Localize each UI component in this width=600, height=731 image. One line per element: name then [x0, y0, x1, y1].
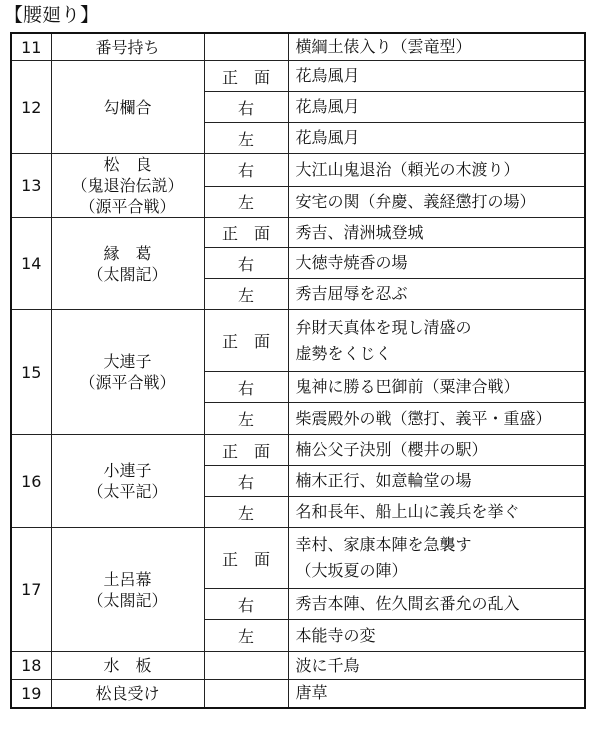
position-cell: 右	[204, 92, 288, 123]
item-name-line: 松良受け	[95, 683, 160, 703]
position-cell	[204, 652, 288, 680]
description-line: 秀吉本陣、佐久間玄番允の乱入	[295, 594, 520, 613]
item-number: 11	[11, 33, 51, 61]
table-row	[11, 435, 585, 466]
item-number: 13	[11, 154, 51, 218]
description-line: 大江山鬼退治（頼光の木渡り）	[295, 159, 520, 179]
description-cell	[288, 33, 585, 61]
description-line: 秀吉屈辱を忍ぶ	[295, 284, 408, 303]
description-cell	[288, 92, 585, 123]
item-name	[51, 528, 204, 652]
item-name-line: 勾欄合	[103, 97, 152, 117]
description-cell	[288, 528, 585, 589]
description-cell	[288, 652, 585, 680]
item-name-line: 大連子	[103, 352, 152, 371]
description-cell	[288, 61, 585, 92]
item-number: 17	[11, 528, 51, 652]
description-line: 唐草	[295, 683, 328, 703]
position-cell: 右	[204, 466, 288, 497]
table-row	[11, 310, 585, 372]
item-name-line: 水 板	[103, 656, 152, 675]
description-line: 安宅の関（弁慶、義経懲打の場）	[295, 191, 536, 211]
table-row	[11, 61, 585, 92]
item-name-line: （太閤記）	[87, 264, 168, 284]
description-cell	[288, 435, 585, 466]
description-line: （大坂夏の陣）	[295, 561, 408, 580]
position-cell: 右	[204, 154, 288, 187]
item-number: 14	[11, 218, 51, 310]
position-cell: 右	[204, 248, 288, 279]
item-name	[51, 218, 204, 310]
item-name-line: （太平記）	[87, 482, 168, 501]
item-number: 15	[11, 310, 51, 435]
description-line: 波に千鳥	[295, 655, 360, 675]
description-line: 楠木正行、如意輪堂の場	[295, 471, 472, 490]
table-row	[11, 528, 585, 589]
section-heading: 【腰廻り】	[4, 4, 100, 26]
item-name	[51, 310, 204, 435]
description-cell	[288, 123, 585, 154]
description-line: 名和長年、船上山に義兵を挙ぐ	[295, 502, 520, 521]
item-name	[51, 652, 204, 680]
item-name-line: （太閤記）	[87, 590, 168, 610]
item-name-line: （源平合戦）	[79, 373, 176, 392]
decoration-table	[10, 32, 586, 709]
table-row	[11, 33, 585, 61]
description-cell	[288, 589, 585, 620]
item-number: 16	[11, 435, 51, 528]
description-line: 花鳥風月	[295, 97, 360, 116]
description-cell	[288, 466, 585, 497]
description-line: 楠公父子決別（櫻井の駅）	[295, 440, 488, 459]
description-line: 横綱土俵入り（雲竜型）	[295, 37, 472, 56]
position-cell: 正 面	[204, 528, 288, 589]
item-name	[51, 33, 204, 61]
description-line: 花鳥風月	[295, 128, 360, 147]
position-cell: 正 面	[204, 218, 288, 248]
position-cell: 左	[204, 186, 288, 218]
table-row	[11, 154, 585, 187]
position-cell: 左	[204, 497, 288, 528]
item-number: 19	[11, 680, 51, 708]
item-number: 18	[11, 652, 51, 680]
description-line: 秀吉、清洲城登城	[295, 222, 424, 242]
position-cell: 左	[204, 620, 288, 652]
description-line: 幸村、家康本陣を急襲す	[295, 535, 472, 554]
description-cell	[288, 403, 585, 435]
item-name-line: 土呂幕	[103, 569, 152, 589]
position-cell	[204, 33, 288, 61]
description-cell	[288, 279, 585, 310]
description-cell	[288, 248, 585, 279]
item-name	[51, 680, 204, 708]
position-cell: 正 面	[204, 61, 288, 92]
description-cell	[288, 310, 585, 372]
position-cell: 左	[204, 279, 288, 310]
description-line: 花鳥風月	[295, 66, 360, 85]
item-name-line: 縁 葛	[103, 243, 152, 263]
description-line: 柴震殿外の戦（懲打、義平・重盛）	[295, 408, 552, 428]
description-cell	[288, 680, 585, 708]
item-number: 12	[11, 61, 51, 154]
description-line: 弁財天真体を現し清盛の	[295, 317, 472, 337]
description-line: 虚勢をくじく	[295, 343, 392, 363]
description-line: 本能寺の変	[295, 625, 376, 645]
item-name	[51, 61, 204, 154]
description-cell	[288, 154, 585, 187]
position-cell: 正 面	[204, 435, 288, 466]
item-name-line: 小連子	[103, 461, 152, 480]
table-row	[11, 680, 585, 708]
table-row	[11, 218, 585, 248]
description-line: 大徳寺焼香の場	[295, 253, 408, 272]
item-name-line: 松 良	[103, 155, 152, 174]
position-cell: 右	[204, 372, 288, 403]
item-name-line: （源平合戦）	[79, 197, 176, 216]
description-line: 鬼神に勝る巴御前（粟津合戦）	[295, 377, 520, 396]
position-cell: 左	[204, 403, 288, 435]
position-cell: 右	[204, 589, 288, 620]
description-cell	[288, 620, 585, 652]
item-name	[51, 435, 204, 528]
description-cell	[288, 218, 585, 248]
table-row	[11, 652, 585, 680]
item-name-line: （鬼退治伝説）	[71, 176, 184, 195]
description-cell	[288, 372, 585, 403]
description-cell	[288, 186, 585, 218]
position-cell: 正 面	[204, 310, 288, 372]
item-name-line: 番号持ち	[95, 37, 160, 57]
position-cell	[204, 680, 288, 708]
position-cell: 左	[204, 123, 288, 154]
item-name	[51, 154, 204, 218]
description-cell	[288, 497, 585, 528]
